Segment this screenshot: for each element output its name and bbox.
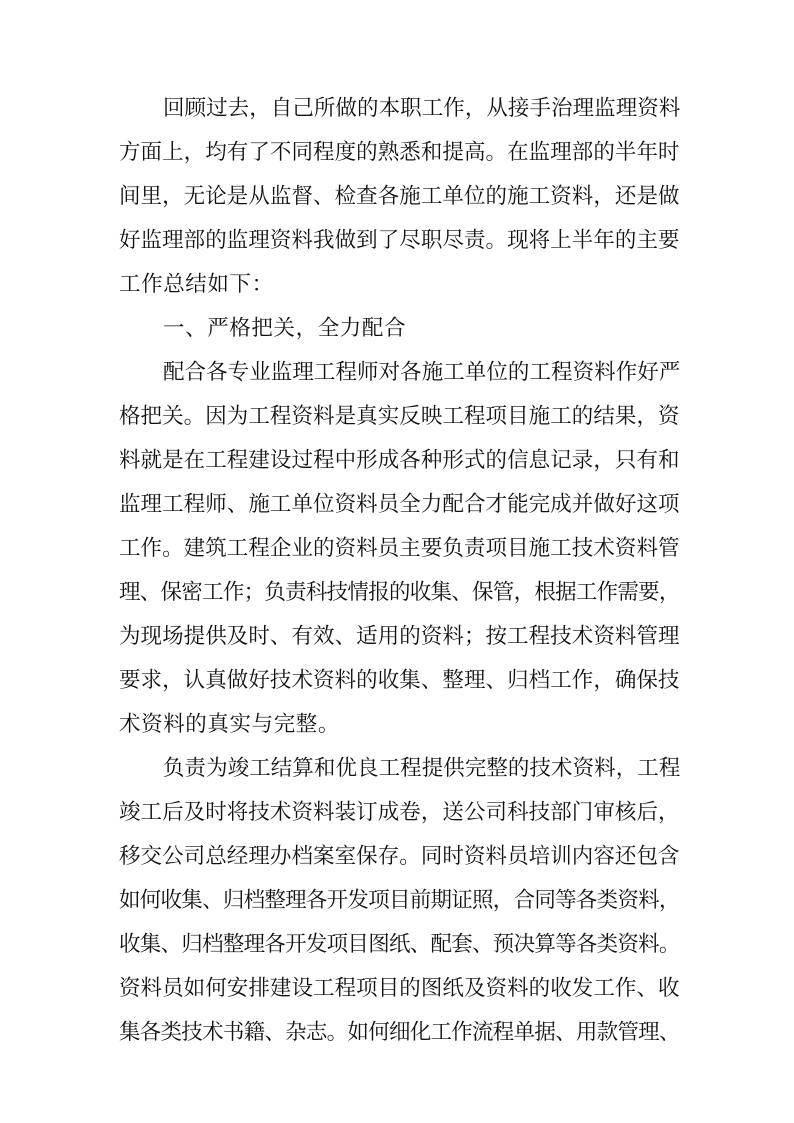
paragraph-2-line-2: 格把关。因为工程资料是真实反映工程项目施工的结果，资 (119, 404, 680, 429)
paragraph-1-line-1: 回顾过去，自己所做的本职工作，从接手治理监理资料 (163, 96, 681, 121)
paragraph-2-line-3: 料就是在工程建设过程中形成各种形式的信息记录，只有和 (119, 448, 680, 473)
paragraph-3-line-1: 负责为竣工结算和优良工程提供完整的技术资料，工程 (163, 756, 681, 781)
paragraph-3-line-2: 竣工后及时将技术资料装订成卷，送公司科技部门审核后， (119, 800, 680, 825)
paragraph-2-line-9: 术资料的真实与完整。 (119, 712, 341, 737)
paragraph-1-line-3: 间里，无论是从监督、检查各施工单位的施工资料，还是做 (119, 184, 680, 209)
paragraph-3-line-4: 如何收集、归档整理各开发项目前期证照，合同等各类资料， (119, 888, 680, 913)
paragraph-3-line-5: 收集、归档整理各开发项目图纸、配套、预决算等各类资料。 (119, 932, 680, 957)
paragraph-3-line-7: 集各类技术书籍、杂志。如何细化工作流程单据、用款管理、 (119, 1020, 680, 1045)
paragraph-1-line-2: 方面上，均有了不同程度的熟悉和提高。在监理部的半年时 (119, 140, 680, 165)
paragraph-2-line-7: 为现场提供及时、有效、适用的资料；按工程技术资料管理 (119, 624, 680, 649)
paragraph-2-line-6: 理、保密工作；负责科技情报的收集、保管，根据工作需要， (119, 580, 680, 605)
paragraph-3-line-3: 移交公司总经理办档案室保存。同时资料员培训内容还包含 (119, 844, 680, 869)
paragraph-1-line-4: 好监理部的监理资料我做到了尽职尽责。现将上半年的主要 (119, 228, 680, 253)
section-heading-1: 一、严格把关，全力配合 (163, 316, 407, 341)
paragraph-1-line-5: 工作总结如下： (119, 272, 274, 297)
paragraph-2-line-5: 工作。建筑工程企业的资料员主要负责项目施工技术资料管 (119, 536, 680, 561)
paragraph-2-line-4: 监理工程师、施工单位资料员全力配合才能完成并做好这项 (119, 492, 680, 517)
paragraph-3-line-6: 资料员如何安排建设工程项目的图纸及资料的收发工作、收 (119, 976, 680, 1001)
paragraph-2-line-8: 要求，认真做好技术资料的收集、整理、归档工作，确保技 (119, 668, 680, 693)
paragraph-2-line-1: 配合各专业监理工程师对各施工单位的工程资料作好严 (163, 360, 681, 385)
